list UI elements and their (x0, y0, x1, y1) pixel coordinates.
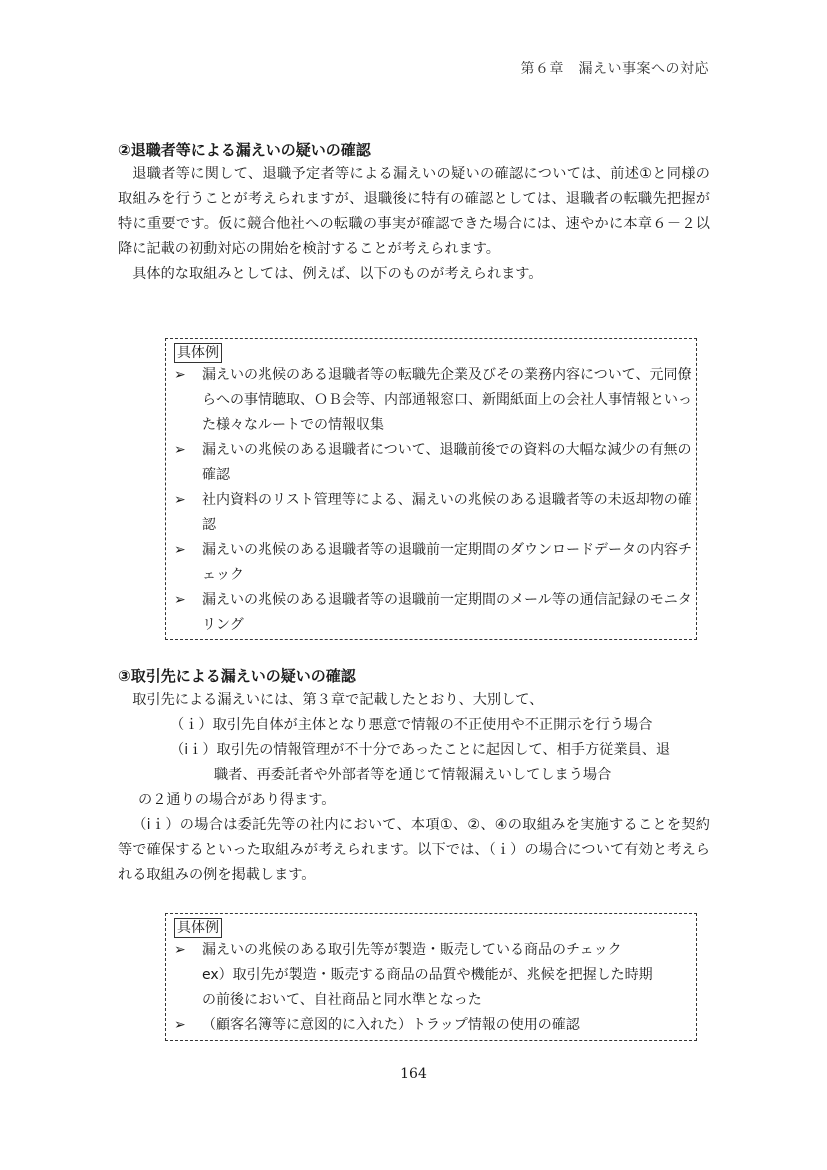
arrow-bullet-icon: ➢ (174, 367, 186, 383)
arrow-bullet-icon: ➢ (174, 442, 186, 458)
body-paragraph: 取引先による漏えいには、第３章で記載したとおり、大別して、 (132, 692, 544, 708)
example-box-label: 具体例 (174, 918, 222, 938)
page-number: 164 (400, 1066, 427, 1082)
example-box-label: 具体例 (174, 343, 222, 363)
case-item: （iｉ）取引先の情報管理が不十分であったことに起因して、相手方従業員、退 (170, 742, 671, 758)
case-item-continuation: 職者、再委託者や外部者等を通じて情報漏えいしてしまう場合 (214, 767, 612, 783)
running-header: 第６章 漏えい事案への対応 (520, 61, 709, 77)
section-partner-leak-check (118, 664, 710, 888)
list-item: ➢ 漏えいの兆候のある退職者等の退職前一定期間のメール等の通信記録のモニタリング (174, 588, 696, 638)
list-item: ➢ 漏えいの兆候のある取引先等が製造・販売している商品のチェック (174, 938, 696, 963)
section-heading: ③取引先による漏えいの疑いの確認 (118, 667, 356, 685)
arrow-bullet-icon: ➢ (174, 492, 186, 508)
list-item-example-continuation: の前後において、自社商品と同水準となった (202, 992, 482, 1008)
case-item: （ｉ）取引先自体が主体となり悪意で情報の不正使用や不正開示を行う場合 (170, 717, 653, 733)
arrow-bullet-icon: ➢ (174, 542, 186, 558)
list-item-example: ex）取引先が製造・販売する商品の品質や機能が、兆候を把握した時期 (202, 967, 653, 983)
body-paragraph: （iｉ）の場合は委託先等の社内において、本項①、②、④の取組みを実施することを契約等で確保するといった取組みが考えられます。以下では、（ｉ）の場合について有効と考えられる取組みの例を掲載します。 (118, 817, 710, 883)
list-item: ➢ 漏えいの兆候のある退職者等の転職先企業及びその業務内容について、元同僚らへの事情聴取、ＯＢ会等、内部通報窓口、新聞紙面上の会社人事情報といった様々なルートでの情報収集 (174, 363, 696, 438)
example-list (166, 938, 696, 1038)
example-box (165, 338, 697, 640)
arrow-bullet-icon: ➢ (174, 592, 186, 608)
example-box (165, 913, 697, 1041)
arrow-bullet-icon: ➢ (174, 1017, 186, 1033)
body-paragraph: の２通りの場合があり得ます。 (138, 792, 336, 808)
body-paragraph: 退職者等に関して、退職予定者等による漏えいの疑いの確認については、前述①と同様の取組みを行うことが考えられますが、退職後に特有の確認としては、退職者の転職先把握が特に重要です。仮に競合他社への転職の事実が確認できた場合には、速やかに本章６－２以降に記載の初動対応の開始を検討することが考えられます。 (118, 166, 710, 257)
section-retiree-leak-check (118, 138, 710, 287)
arrow-bullet-icon: ➢ (174, 942, 186, 958)
section-heading: ②退職者等による漏えいの疑いの確認 (118, 141, 371, 159)
body-paragraph: 具体的な取組みとしては、例えば、以下のものが考えられます。 (132, 266, 543, 282)
list-item: ➢ 漏えいの兆候のある退職者について、退職前後での資料の大幅な減少の有無の確認 (174, 438, 696, 488)
list-item: ➢ 漏えいの兆候のある退職者等の退職前一定期間のダウンロードデータの内容チェック (174, 538, 696, 588)
example-list (166, 363, 696, 638)
list-item: ➢ （顧客名簿等に意図的に入れた）トラップ情報の使用の確認 (174, 1013, 696, 1038)
list-item: ➢ 社内資料のリスト管理等による、漏えいの兆候のある退職者等の未返却物の確認 (174, 488, 696, 538)
